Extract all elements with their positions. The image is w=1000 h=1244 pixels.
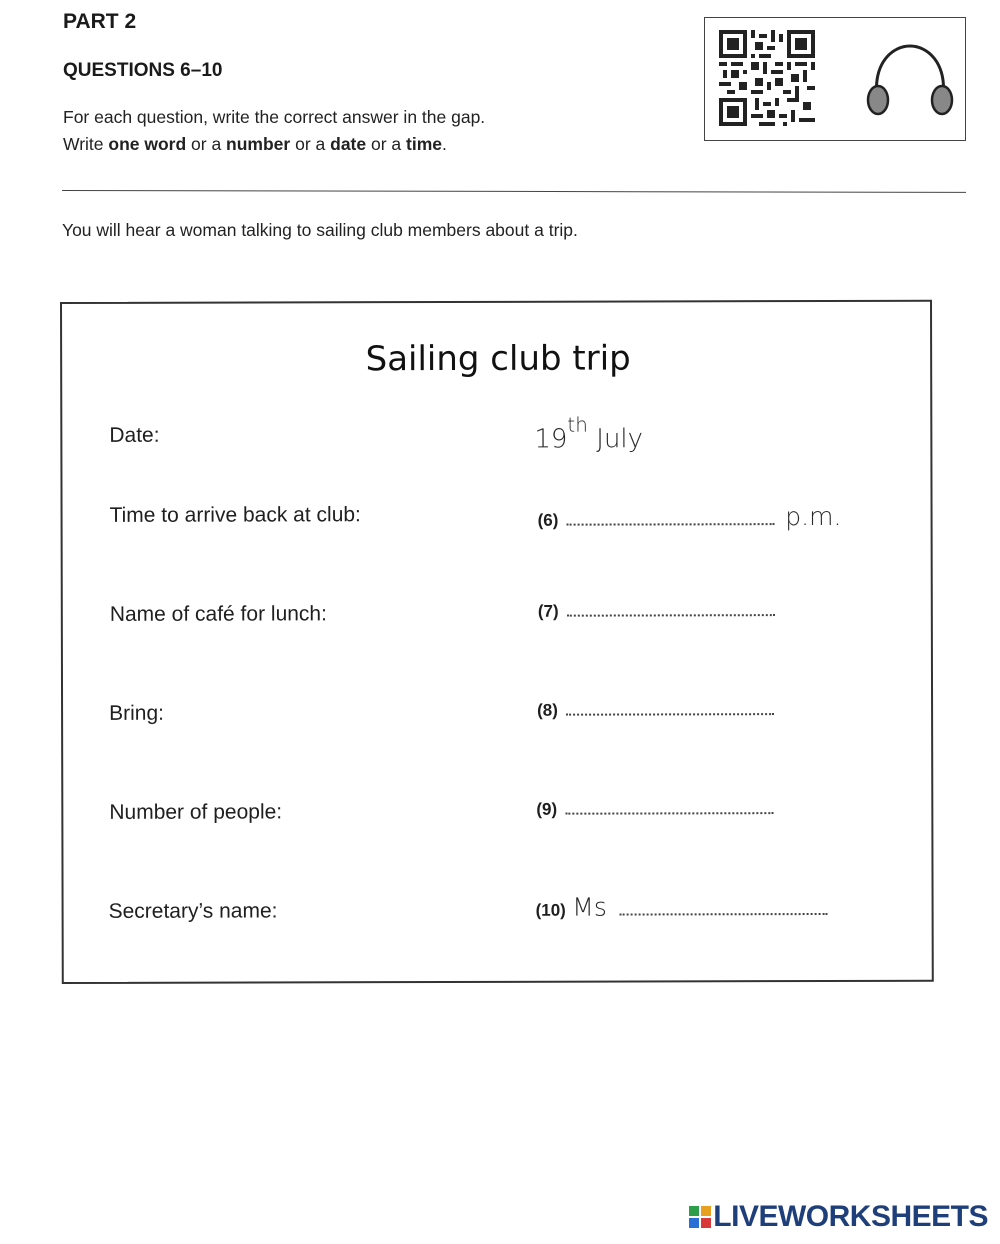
liveworksheets-logo-icon [689,1206,711,1228]
row-label-cafe: Name of café for lunch: [109,602,327,626]
answer-gap-8[interactable] [566,713,774,716]
answer-row-10 [536,892,896,927]
answer-unit: p.m. [785,501,842,532]
brand-logo-text[interactable]: LIVEWORKSHEETS [689,1200,988,1234]
date-value: 19th July [534,412,644,455]
question-number: (8) [537,700,558,720]
answer-row-9 [536,799,866,830]
qr-code-icon[interactable] [719,30,815,126]
row-label-people: Number of people: [109,800,283,824]
audio-media-box [704,17,966,141]
answer-gap-6[interactable] [567,523,775,526]
row-label-secretary: Secretary’s name: [108,899,278,923]
date-label: Date: [109,423,160,447]
questions-title: QUESTIONS 6–10 [63,60,223,81]
question-number: (7) [537,601,559,621]
question-number: (10) [535,900,566,920]
answer-prefix: Ms [572,892,607,922]
form-title: Sailing club trip [365,338,631,380]
answer-row-7 [538,601,868,632]
answer-row-8 [537,700,867,731]
answer-gap-9[interactable] [566,812,774,815]
notes-form [60,300,934,984]
intro-text: You will hear a woman talking to sailing club members about a trip. [62,220,578,240]
headphones-icon[interactable] [863,42,957,118]
instructions [63,104,485,158]
row-label-bring: Bring: [109,701,164,725]
part-title: PART 2 [63,10,137,33]
answer-gap-10[interactable] [619,913,827,916]
answer-gap-7[interactable] [567,614,775,617]
instruction-line-2: Write one word or a number or a date or a time. [63,134,447,154]
row-label-time: Time to arrive back at club: [109,503,361,527]
divider [62,190,966,193]
question-number: (6) [537,510,559,530]
question-number: (9) [536,799,558,819]
instruction-line-1: For each question, write the correct answer in the gap. [63,107,486,127]
answer-row-6 [538,502,868,535]
